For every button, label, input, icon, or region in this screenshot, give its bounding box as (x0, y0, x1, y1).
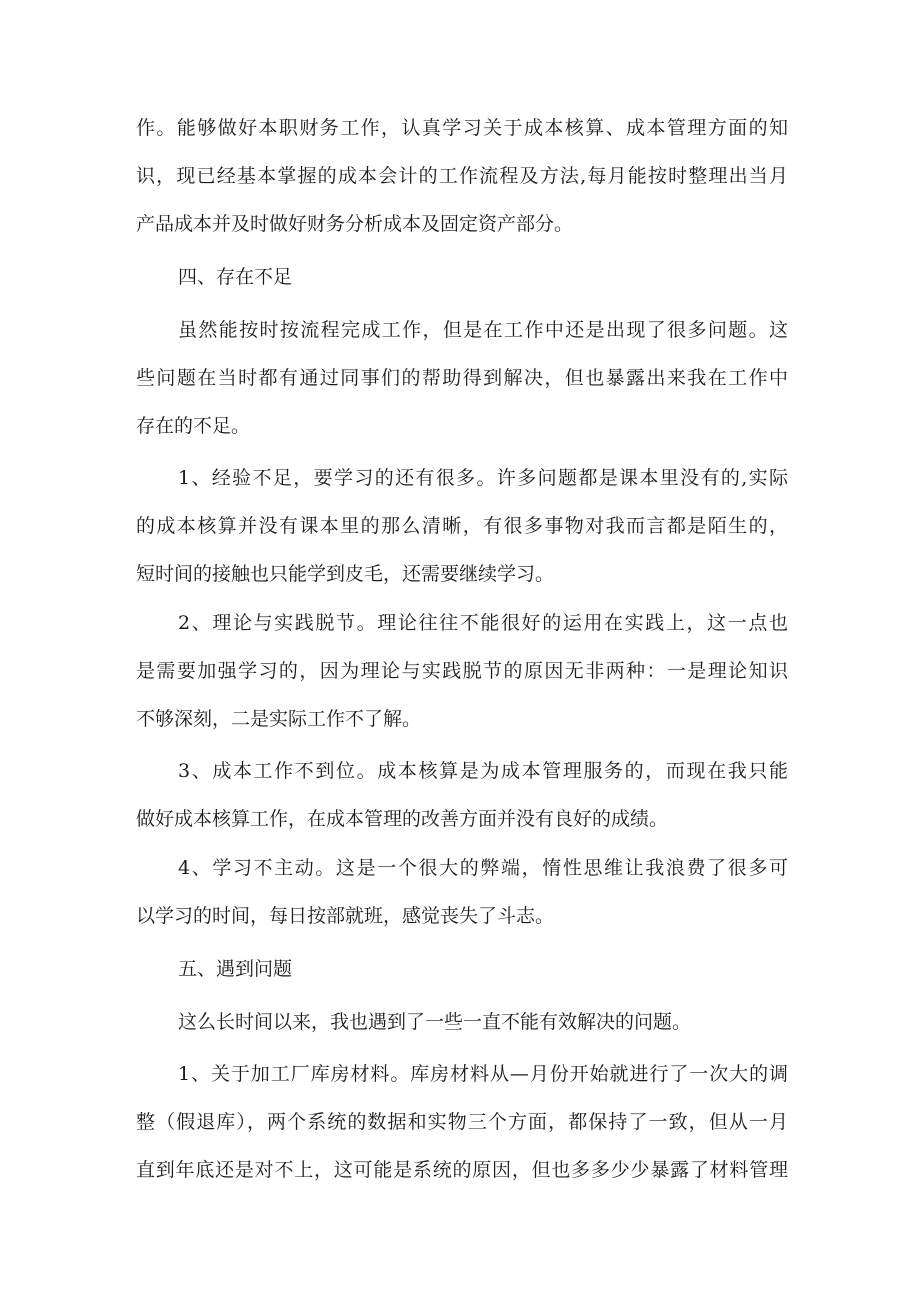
text-line: 1、关于加工厂库房材料。库房材料从—月份开始就进行了一次大的调 (178, 1063, 788, 1085)
section-heading: 四、存在不足 (178, 266, 293, 288)
text-line: 以学习的时间，每日按部就班，感觉丧失了斗志。 (136, 905, 555, 927)
text-line: 2、理论与实践脱节。理论往往不能很好的运用在实践上，这一点也 (178, 612, 788, 634)
text-line: 4、学习不主动。这是一个很大的弊端，惰性思维让我浪费了很多可 (178, 857, 788, 879)
text-line: 3、成本工作不到位。成本核算是为成本管理服务的，而现在我只能 (178, 760, 788, 782)
text-line: 存在的不足。 (136, 415, 251, 437)
text-line: 1、经验不足，要学习的还有很多。许多问题都是课本里没有的,实际 (178, 467, 788, 489)
text-line: 短时间的接触也只能学到皮毛，还需要继续学习。 (136, 563, 555, 585)
text-line: 产品成本并及时做好财务分析成本及固定资产部分。 (136, 213, 574, 235)
text-line: 作。能够做好本职财务工作，认真学习关于成本核算、成本管理方面的知 (136, 117, 788, 139)
text-line: 做好成本核算工作，在成本管理的改善方面并没有良好的成绩。 (136, 808, 669, 830)
text-line: 直到年底还是对不上，这可能是系统的原因，但也多多少少暴露了材料管理 (136, 1159, 788, 1181)
text-line: 整（假退库），两个系统的数据和实物三个方面，都保持了一致，但从一月 (136, 1111, 788, 1133)
text-line: 虽然能按时按流程完成工作，但是在工作中还是出现了很多问题。这 (178, 319, 788, 341)
text-line: 是需要加强学习的，因为理论与实践脱节的原因无非两种：一是理论知识 (136, 660, 788, 682)
text-line: 些问题在当时都有通过同事们的帮助得到解决，但也暴露出来我在工作中 (136, 367, 788, 389)
text-line: 的成本核算并没有课本里的那么清晰，有很多事物对我而言都是陌生的， (136, 515, 788, 537)
text-line: 识，现已经基本掌握的成本会计的工作流程及方法,每月能按时整理出当月 (136, 165, 788, 187)
section-heading: 五、遇到问题 (178, 958, 293, 980)
text-line: 不够深刻，二是实际工作不了解。 (136, 708, 422, 730)
text-line: 这么长时间以来，我也遇到了一些一直不能有效解决的问题。 (178, 1011, 692, 1033)
